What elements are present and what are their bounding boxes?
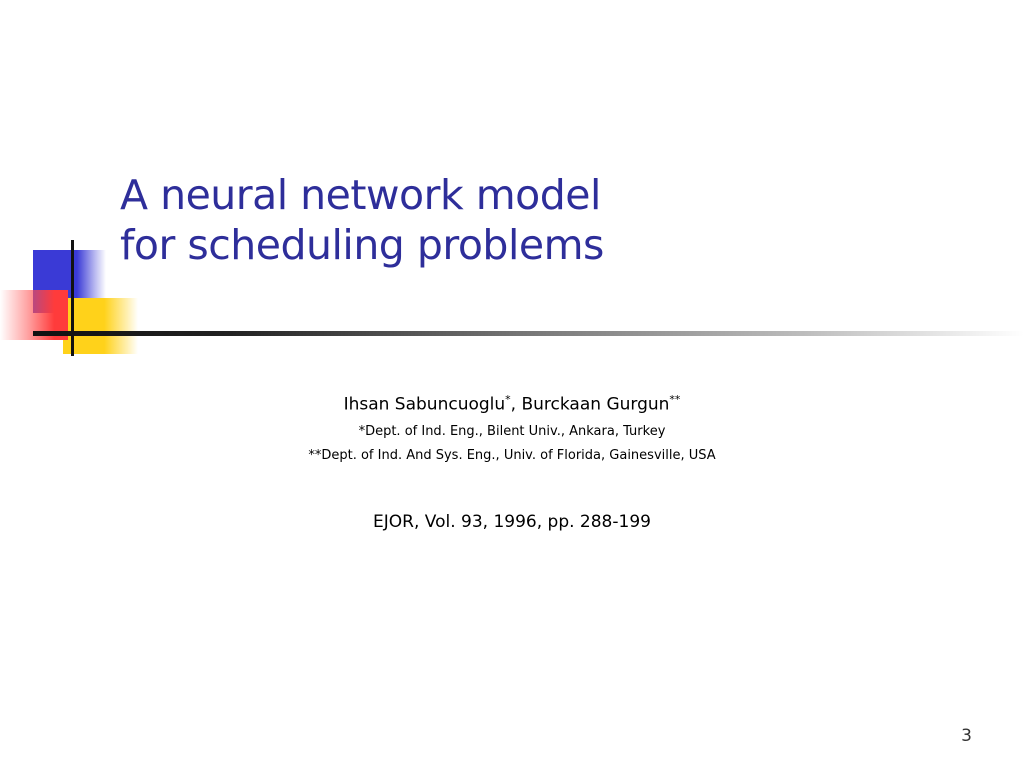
author-1-mark: * bbox=[505, 393, 511, 406]
slide-title bbox=[120, 170, 604, 270]
page-number: 3 bbox=[961, 726, 972, 746]
author-1: Ihsan Sabuncuoglu bbox=[343, 394, 506, 415]
citation: EJOR, Vol. 93, 1996, pp. 288-199 bbox=[373, 512, 651, 532]
authors-line bbox=[0, 393, 1024, 415]
decor-yellow-square bbox=[63, 298, 138, 354]
decor-horizontal-rule bbox=[33, 331, 1024, 336]
author-separator: , bbox=[510, 394, 522, 415]
title-line-1: A neural network model bbox=[120, 171, 601, 219]
author-2: Burckaan Gurgun bbox=[521, 394, 670, 415]
affiliation-1: *Dept. of Ind. Eng., Bilent Univ., Ankara, Turkey bbox=[358, 424, 666, 439]
affiliation-2: **Dept. of Ind. And Sys. Eng., Univ. of Florida, Gainesville, USA bbox=[308, 448, 716, 463]
title-line-2: for scheduling problems bbox=[120, 221, 604, 269]
author-2-mark: ** bbox=[669, 393, 681, 406]
decor-vertical-line bbox=[71, 240, 74, 356]
